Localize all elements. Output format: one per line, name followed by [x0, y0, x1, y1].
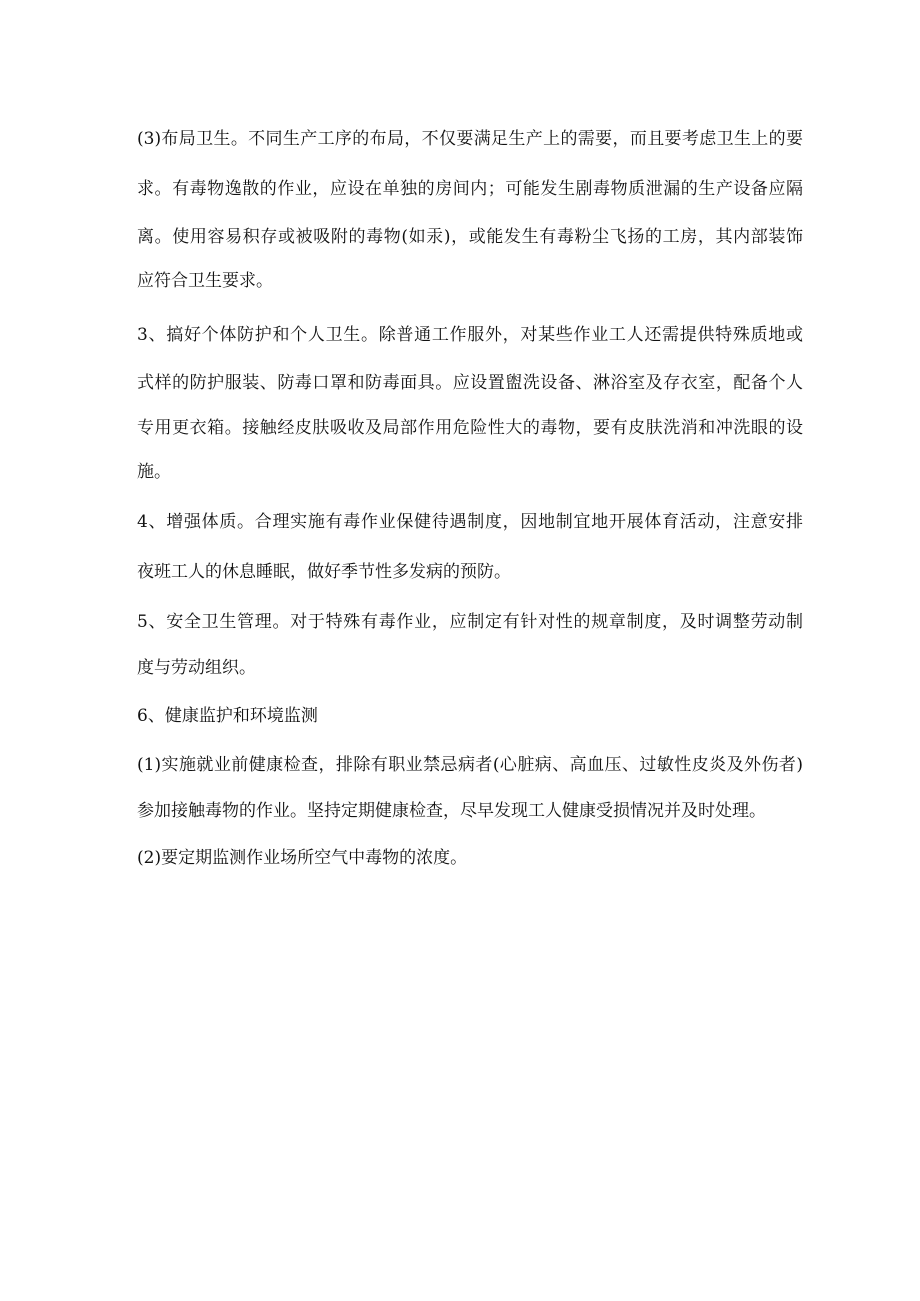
text-line: 施。 — [137, 462, 171, 482]
text-line: 参加接触毒物的作业。坚持定期健康检查，尽早发现工人健康受损情况并及时处理。 — [137, 801, 766, 821]
text-line: 3、搞好个体防护和个人卫生。除普通工作服外，对某些作业工人还需提供特殊质地或 — [137, 325, 803, 345]
text-line: 专用更衣箱。接触经皮肤吸收及局部作用危险性大的毒物，要有皮肤洗消和冲洗眼的设 — [137, 418, 803, 438]
text-line: (1)实施就业前健康检查，排除有职业禁忌病者(心脏病、高血压、过敏性皮炎及外伤者) — [137, 755, 803, 775]
text-line: (2)要定期监测作业场所空气中毒物的浓度。 — [137, 848, 468, 868]
text-line: 应符合卫生要求。 — [137, 271, 273, 291]
text-line: 4、增强体质。合理实施有毒作业保健待遇制度，因地制宜地开展体育活动，注意安排 — [137, 512, 803, 532]
text-line: 5、安全卫生管理。对于特殊有毒作业，应制定有针对性的规章制度，及时调整劳动制 — [137, 612, 803, 632]
text-line: 式样的防护服装、防毒口罩和防毒面具。应设置盥洗设备、淋浴室及存衣室，配备个人 — [137, 373, 803, 393]
text-line: 离。使用容易积存或被吸附的毒物(如汞)，或能发生有毒粉尘飞扬的工房，其内部装饰 — [137, 227, 803, 247]
text-line: 度与劳动组织。 — [137, 658, 256, 678]
text-line: (3)布局卫生。不同生产工序的布局，不仅要满足生产上的需要，而且要考虑卫生上的要 — [137, 129, 803, 149]
text-line: 求。有毒物逸散的作业，应设在单独的房间内；可能发生剧毒物质泄漏的生产设备应隔 — [137, 179, 803, 199]
text-line: 夜班工人的休息睡眠，做好季节性多发病的预防。 — [137, 562, 511, 582]
text-line: 6、健康监护和环境监测 — [137, 706, 318, 726]
